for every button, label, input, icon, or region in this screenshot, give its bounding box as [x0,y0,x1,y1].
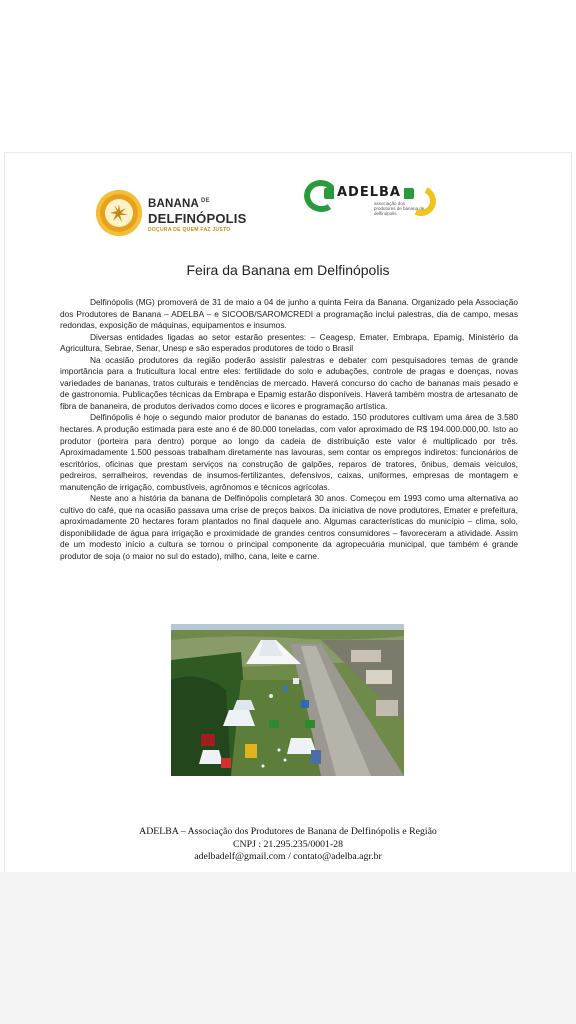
paragraph: Delfinópolis é hoje o segundo maior produtor de bananas do estado. 150 produtores cultivam uma área de 3.580 hectares. A produção estimada para este ano é de 80.000 toneladas, com valor aproximado de R$ 194.000.000,00. Isto ao produtor (porteira para dentro) porque ao longo da cadeia de distribuição este valor é multiplicado por três. Aproximadamente 1.500 pessoas trabalham diretamente nas lavouras, sem contar os empregos indiretos: funcionários de escritórios, oficinas que prestam serviços na construção de galpões, reparos de tratores, ônibus, demais veículos, pedreiros, serralheiros, revendas de insumos-fertilizantes, defensivos, caixas, uniformes, empresas de montagem e manutenção de irrigação, combustíveis, agrônomos e técnicos agrícolas. [60,412,518,492]
adelba-wordmark: ADELBA [334,185,404,201]
footer-emails: adelbadelf@gmail.com / contato@adelba.agr.br [194,851,382,863]
aerial-event-photo [171,600,404,776]
paragraph: Na ocasião produtores da região poderão assistir palestras e debater com pesquisadores temas de grande importância para a fruticultura local entre eles: fertilidade do solo e adubações, controle de pragas e doenças, novas variedades de bananas, tratos culturais e tendências de mercado. Haverá concurso do cacho de bananas mais pesado e de gastronomia. Publicações técnicas da Embrapa e Epamig estarão disponíveis. Haverá também mostra de artesanato de fibra de bananeira, de produtos derivados como doces e licores e programação artística. [60,354,518,411]
logo-line-2: DELFINÓPOLIS [148,211,247,226]
paragraph: Delfinópolis (MG) promoverá de 31 de maio a 04 de junho a quinta Feira da Banana. Organizado pela Associação dos Produtores de Banana – ADELBA – e SICOOB/SAROMCREDI a programação inclui palestras, dia de campo, mesas redondas, exposição de máquinas, equipamentos e insumos. [60,297,518,331]
bottom-margin [0,872,576,1024]
logo-tagline: DOÇURA DE QUEM FAZ JUSTO [148,227,231,233]
adelba-subtitle: associação dos produtores de banana de delfinópolis [374,201,425,216]
paragraph: Neste ano a história da banana de Delfinópolis completará 30 anos. Começou em 1993 como uma alternativa ao cultivo do café, que na ocasião passava uma crise de preços baixos. Da iniciativa de nove produtores, Emater e prefeitura, aproximadamente 20 hectares foram plantados no final daquele ano. Algumas características do município – clima, solo, disponibilidade de água para irrigação e proximidade de grandes centros consumidores – favoreceram a atividade. Assim de um modesto início a cultura se tornou o principal componente da agropecuária municipal, que também é grande produtor de soja (o maior no sul do estado), milho, cana, leite e carne. [60,493,518,562]
sun-emblem-icon [96,190,142,236]
footer-cnpj: CNPJ : 21.295.235/0001-28 [233,838,343,850]
paragraph: Diversas entidades ligadas ao setor estarão presentes: – Ceagesp, Emater, Embrapa, Epamig, Ministério da Agricultura, Sebrae, Senar, Unesp e são esperados produtores de todo o Brasil [60,331,518,354]
document-body [60,297,518,563]
logo-line-1: BANANA $^{DE}$ [148,198,210,210]
document-footer [0,826,576,864]
top-margin [0,0,576,152]
banana-de-delfinopolis-logo [96,190,247,242]
footer-association: ADELBA – Associação dos Produtores de Banana de Delfinópolis e Região [139,826,437,837]
document-title: Feira da Banana em Delfinópolis [186,262,390,278]
adelba-logo [304,180,438,220]
